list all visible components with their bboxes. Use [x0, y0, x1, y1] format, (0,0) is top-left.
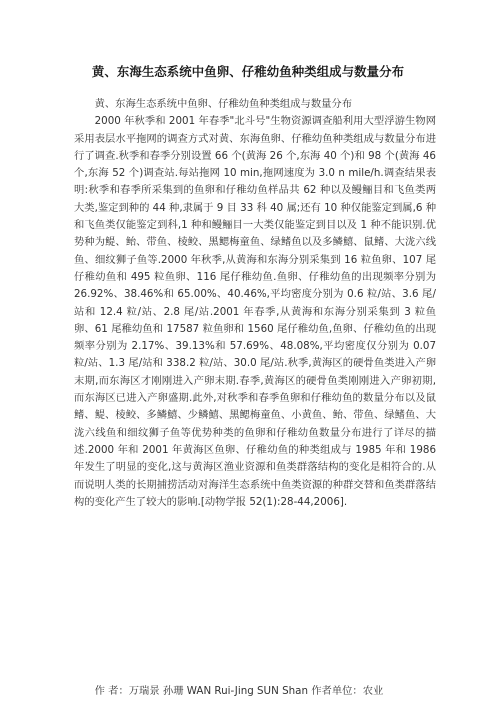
document-title: 黄、东海生态系统中鱼卵、仔稚幼鱼种类组成与数量分布	[91, 64, 405, 79]
document-subtitle: 黄、东海生态系统中鱼卵、仔稚幼鱼种类组成与数量分布	[94, 98, 353, 110]
document-body	[74, 96, 436, 511]
author-line: 作 者：万瑞景 孙珊 WAN Rui-Jing SUN Shan 作者单位：农业	[94, 685, 384, 697]
document-abstract: 2000 年秋季和 2001 年春季"北斗号"生物资源调查船利用大型浮游生物网采用表层水平拖网的调查方式对黄、东海鱼卵、仔稚幼鱼种类组成与数量分布进行了调查.秋季和春季分别设置 66 个(黄海 26 个,东海 40 个)和 98 个(黄海 46 个,东海 52 个)调查站.每站拖网 10 min,拖网速度为 3.0 n mile/h.调查结果表明:秋季和春季所采集到的鱼卵和仔稚幼鱼样品共 62 种以及鳗鲡目和飞鱼类两大类,鉴定到种的 44 种,隶属于 9 目 33 科 40 属;还有 10 种仅能鉴定到属,6 种和飞鱼类仅能鉴定到科,1 种和鳗鲡目一大类仅能鉴定到目以及 1 种不能识别.优势种为鳀、鲐、带鱼、棱鲛、黑鳃梅童鱼、绿鳍鱼以及多鳞鱚、鼠鳍、大泷六线鱼、细纹狮子鱼等.2000 年秋季,从黄海和东海分别采集到 16 粒鱼卵、107 尾仔稚幼鱼和 495 粒鱼卵、116 尾仔稚幼鱼.鱼卵、仔稚幼鱼的出现频率分别为 26.92%、38.46%和 65.00%、40.46%,平均密度分别为 0.6 粒/站、3.6 尾/站和 12.4 粒/站、2.8 尾/站.2001 年春季,从黄海和东海分别采集到 3 粒鱼卵、61 尾稚幼鱼和 17587 粒鱼卵和 1560 尾仔稚幼鱼,鱼卵、仔稚幼鱼的出现频率分别为 2.17%、39.13%和 57.69%、48.08%,平均密度仅分别为 0.07 粒/站、1.3 尾/站和 338.2 粒/站、30.0 尾/站.秋季,黄海区的硬骨鱼类进入产卵末期,而东海区才刚刚进入产卵末期.春季,黄海区的硬骨鱼类刚刚进入产卵初期,而东海区已进入产卵盛期.此外,对秋季和春季鱼卵和仔稚幼鱼的数量分布以及鼠鳍、鳀、棱鲛、多鳞鱚、少鳞鱚、黑鳃梅童鱼、小黄鱼、鲐、带鱼、绿鳍鱼、大泷六线鱼和细纹狮子鱼等优势种类的鱼卵和仔稚幼鱼数量分布进行了详尽的描述.2000 年和 2001 年黄海区鱼卵、仔稚幼鱼的种类组成与 1985 年和 1986 年发生了明显的变化,这与黄海区渔业资源和鱼类群落结构的变化是相符合的.从而说明人类的长期捕捞活动对海洋生态系统中鱼类资源的种群交替和鱼类群落结构的变化产生了较大的影响.[动物学报 52(1):28-44,2006].	[74, 115, 436, 508]
